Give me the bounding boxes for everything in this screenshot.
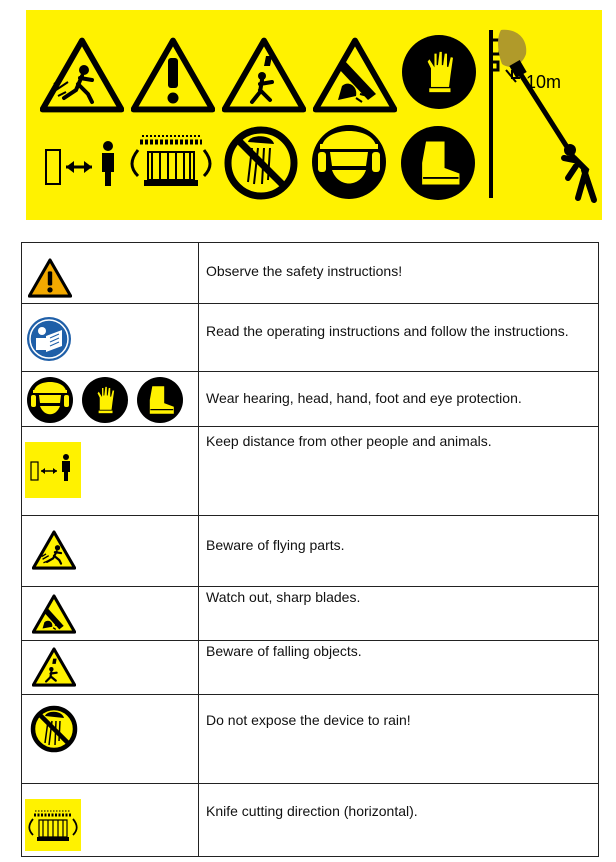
no-rain-icon: [228, 130, 294, 196]
row-text: Knife cutting direction (horizontal).: [206, 803, 418, 819]
knife-cutting-direction-icon: [132, 136, 210, 186]
safety-boots-icon: [137, 377, 183, 423]
safety-boots-icon: [401, 126, 475, 200]
read-manual-icon: [26, 316, 72, 362]
row-text: Beware of flying parts.: [206, 537, 345, 553]
row-text: Keep distance from other people and animals.: [206, 433, 492, 449]
row-text: Read the operating instructions and follow the instructions.: [206, 323, 569, 339]
table-row: [22, 372, 599, 427]
table-row: [22, 243, 599, 304]
general-warning-icon: [28, 257, 72, 299]
table-row: [22, 516, 599, 587]
falling-objects-warning-icon: [32, 647, 76, 687]
keep-distance-icon: [46, 141, 114, 186]
table-row: [22, 784, 599, 857]
general-warning-icon: [134, 41, 213, 110]
table-row: [22, 587, 599, 641]
sharp-blade-warning-icon: [32, 594, 76, 634]
row-text: Beware of falling objects.: [206, 643, 362, 659]
falling-objects-warning-icon: [225, 41, 304, 110]
gloves-icon: [402, 35, 476, 109]
protective-equipment-icons: [26, 376, 186, 424]
table-row: [22, 427, 599, 516]
row-text: Observe the safety instructions!: [206, 263, 403, 279]
keep-distance-icon: [25, 442, 81, 498]
row-text: Wear hearing, head, hand, foot and eye protection.: [206, 390, 522, 406]
table-row: [22, 641, 599, 695]
row-text: Do not expose the device to rain!: [206, 712, 411, 728]
flying-parts-warning-icon: [43, 41, 122, 110]
table-row: [22, 304, 599, 372]
gloves-icon: [82, 377, 128, 423]
head-eye-ear-protection-icon: [312, 125, 386, 199]
flying-parts-warning-icon: [32, 530, 76, 570]
banner-distance-label: 10m: [526, 72, 562, 92]
no-rain-icon: [30, 705, 78, 753]
safety-instructions-table: [21, 242, 599, 857]
safety-symbols-banner: [26, 10, 602, 220]
table-row: [22, 695, 599, 784]
knife-cutting-direction-icon: [25, 799, 81, 851]
overhead-distance-figure-icon: [489, 30, 594, 200]
row-text: Watch out, sharp blades.: [206, 589, 361, 605]
head-eye-ear-protection-icon: [27, 377, 73, 423]
sharp-blade-warning-icon: [316, 41, 395, 110]
